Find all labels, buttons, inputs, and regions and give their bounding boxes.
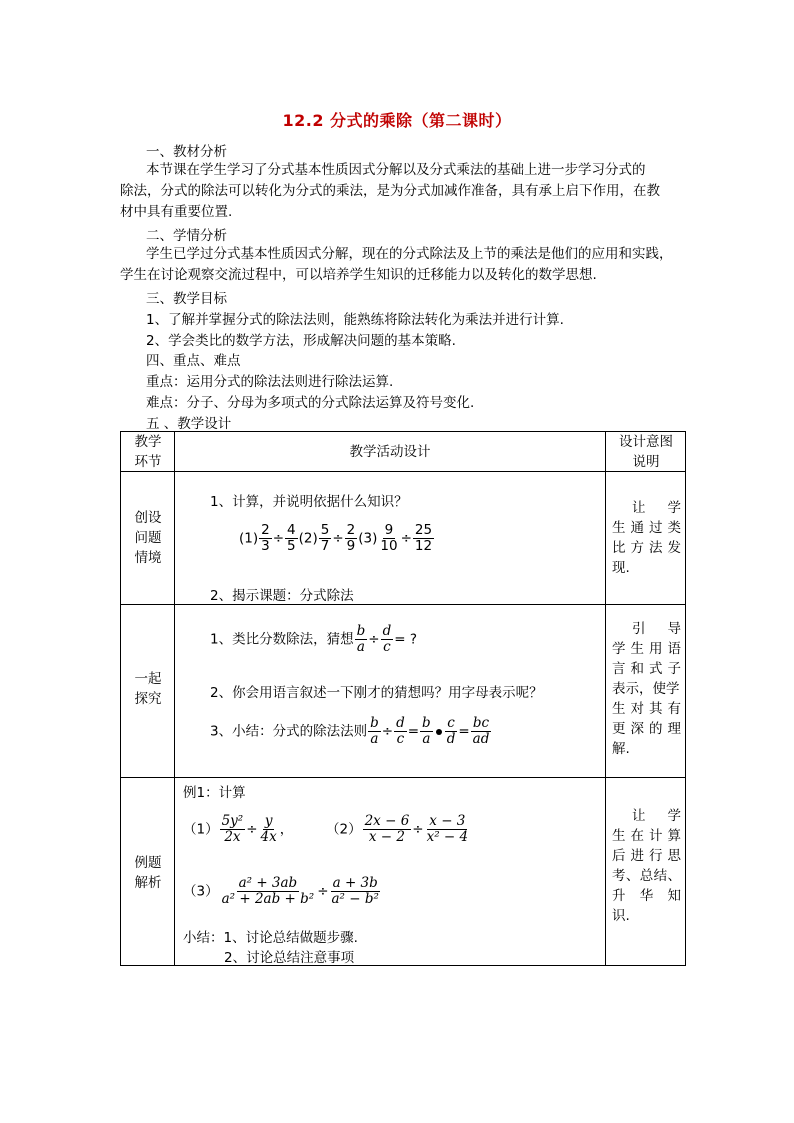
fraction: $\frac{2}{3}$	[261, 522, 270, 554]
stage-line: 情境	[134, 550, 162, 566]
stage-line: 创设	[134, 510, 162, 526]
operator: ÷	[332, 530, 344, 547]
section-heading: 四、重点、难点	[146, 353, 241, 369]
example-3	[183, 876, 382, 907]
fraction: $\frac{5}{7}$	[320, 522, 330, 554]
note-line: 生在计算	[612, 828, 681, 844]
fraction: $\frac{y}{4x}$	[260, 813, 277, 845]
division-rule: 3、小结：分式的除法法则 $\frac{b}{a}$ ÷ $\frac{d}{c}$ = $\frac{b}{a}$ $\frac{c}{d}$ = $\frac{bc}{ad}$	[210, 715, 490, 747]
page-title: 12.2 分式的乘除（第二课时）	[282, 111, 512, 130]
note-line: 言和式子	[612, 661, 681, 677]
operator: ÷	[400, 530, 412, 547]
operator: ÷	[381, 723, 394, 740]
example-1	[183, 814, 293, 845]
note-line: 更深的理	[612, 721, 681, 737]
fraction: $\frac{25}{12}$	[414, 522, 433, 554]
math-label: （3）	[183, 883, 219, 900]
fraction: $\frac{9}{10}$	[380, 522, 398, 554]
operator: ÷	[272, 530, 285, 547]
note-line: 后进行思	[612, 848, 681, 864]
intent-note	[606, 498, 686, 578]
header-activity: 教学活动设计	[349, 444, 431, 460]
summary-line: 2、讨论总结注意事项	[224, 950, 355, 966]
math-label: （2）	[326, 821, 362, 838]
operator: ÷	[317, 883, 329, 900]
stage-line: 例题	[134, 855, 162, 871]
note-line: 生对其有	[612, 701, 681, 717]
note-line: 引 导	[632, 621, 681, 637]
fraction: $\frac{d}{c}$	[396, 715, 405, 747]
stage-line: 探究	[134, 691, 162, 707]
summary-line: 小结：1、讨论总结做题步骤.	[183, 930, 358, 946]
section-heading: 三、教学目标	[146, 291, 227, 307]
note-line: 生通过类	[612, 520, 681, 536]
difficult-point: 难点：分子、分母为多项式的分式除法运算及符号变化.	[146, 395, 475, 411]
question: 2、你会用语言叙述一下刚才的猜想吗？用字母表示呢？	[210, 685, 543, 701]
paragraph-line: 除法，分式的除法可以转化为分式的乘法，是为分式加减作准备，具有承上启下作用，在教	[120, 183, 660, 199]
fraction: $\frac{2x - 6}{x - 2}$	[364, 813, 410, 845]
question-text: 3、小结：分式的除法法则	[210, 723, 368, 740]
section-heading: 五 、教学设计	[146, 416, 232, 432]
stage-label	[121, 669, 175, 709]
fraction: $\frac{b}{a}$	[356, 623, 366, 655]
stage-label	[121, 853, 175, 893]
operator: ÷	[246, 821, 258, 838]
stage-label	[121, 508, 175, 568]
fraction: $\frac{4}{5}$	[287, 522, 296, 554]
fraction: $\frac{bc}{ad}$	[472, 715, 490, 747]
math-label: (3)	[358, 530, 378, 547]
fraction: $\frac{d}{c}$	[382, 623, 392, 655]
math-label: （1）	[183, 821, 219, 838]
stage-line: 一起	[134, 671, 162, 687]
paragraph-line: 本节课在学生学习了分式基本性质因式分解以及分式乘法的基础上进一步学习分式的	[146, 162, 646, 178]
math-expression	[239, 523, 435, 554]
fraction: $\frac{b}{a}$	[422, 715, 431, 747]
stage-line: 解析	[134, 875, 162, 891]
note-line: 让 学	[632, 500, 681, 516]
operator: ÷	[368, 631, 380, 648]
paragraph-line: 学生在讨论观察交流过程中，可以培养学生知识的迁移能力以及转化的数学思想.	[120, 267, 597, 283]
note-line: 考、总结、	[612, 868, 681, 884]
fraction: $\frac{b}{a}$	[370, 715, 379, 747]
objective-item: 2、学会类比的数学方法，形成解决问题的基本策略.	[146, 333, 456, 349]
analogy-question	[210, 624, 417, 655]
multiply-dot	[436, 729, 442, 735]
header-stage	[121, 432, 175, 472]
header-intent-line: 设计意图	[619, 434, 673, 450]
fraction: $\frac{2}{9}$	[346, 522, 356, 554]
fraction: $\frac{a + 3b}{\text{a² − b²}}$	[331, 875, 379, 907]
math-label: (2)	[298, 530, 318, 547]
header-intent	[606, 432, 686, 472]
paragraph-line: 材中具有重要位置.	[120, 204, 233, 220]
note-line: 升华知	[612, 888, 681, 904]
note-line: 表示，使学	[612, 681, 680, 697]
example-2	[326, 814, 471, 845]
paragraph-line: 学生已学过分式基本性质因式分解，现在的分式除法及上节的乘法是他们的应用和实践，	[146, 246, 673, 262]
topic-reveal: 2、揭示课题：分式除法	[210, 588, 354, 604]
fraction: $\frac{x - 3}{\text{x² − 4}}$	[426, 813, 469, 845]
note-line: 学生用语	[612, 641, 681, 657]
note-line: 让 学	[632, 808, 681, 824]
header-stage-line: 教学	[134, 434, 162, 450]
fraction: $\frac{\text{a² + 3ab}}{\text{a² + 2ab + b²}}$	[221, 875, 315, 907]
objective-item: 1、了解并掌握分式的除法法则，能熟练将除法转化为乘法并进行计算.	[146, 312, 564, 328]
intent-note	[606, 806, 686, 926]
paragraph	[120, 244, 690, 286]
header-stage-line: 环节	[134, 454, 162, 470]
section-heading: 二、学情分析	[146, 228, 227, 244]
math-tail: = ?	[394, 631, 417, 648]
intent-note	[606, 619, 686, 759]
fraction: $\frac{c}{d}$	[446, 715, 456, 747]
teaching-design-table	[120, 431, 686, 966]
note-line: 现.	[612, 560, 630, 576]
note-line: 识.	[612, 908, 630, 924]
note-line: 解.	[612, 741, 630, 757]
example-heading: 例1：计算	[183, 785, 246, 801]
math-label: (1)	[239, 530, 259, 547]
header-intent-line: 说明	[632, 454, 660, 470]
note-line: 比方法发	[612, 540, 681, 556]
section-heading: 一、教材分析	[146, 144, 227, 160]
math-tail: ，	[279, 821, 294, 838]
operator: ÷	[412, 821, 424, 838]
paragraph	[120, 160, 690, 223]
key-point: 重点：运用分式的除法法则进行除法运算.	[146, 374, 394, 390]
fraction: $\frac{\text{5y²}}{2x}$	[221, 813, 244, 845]
stage-line: 问题	[134, 530, 162, 546]
question: 1、计算，并说明依据什么知识？	[210, 494, 408, 510]
question-text: 1、类比分数除法，猜想	[210, 631, 354, 648]
